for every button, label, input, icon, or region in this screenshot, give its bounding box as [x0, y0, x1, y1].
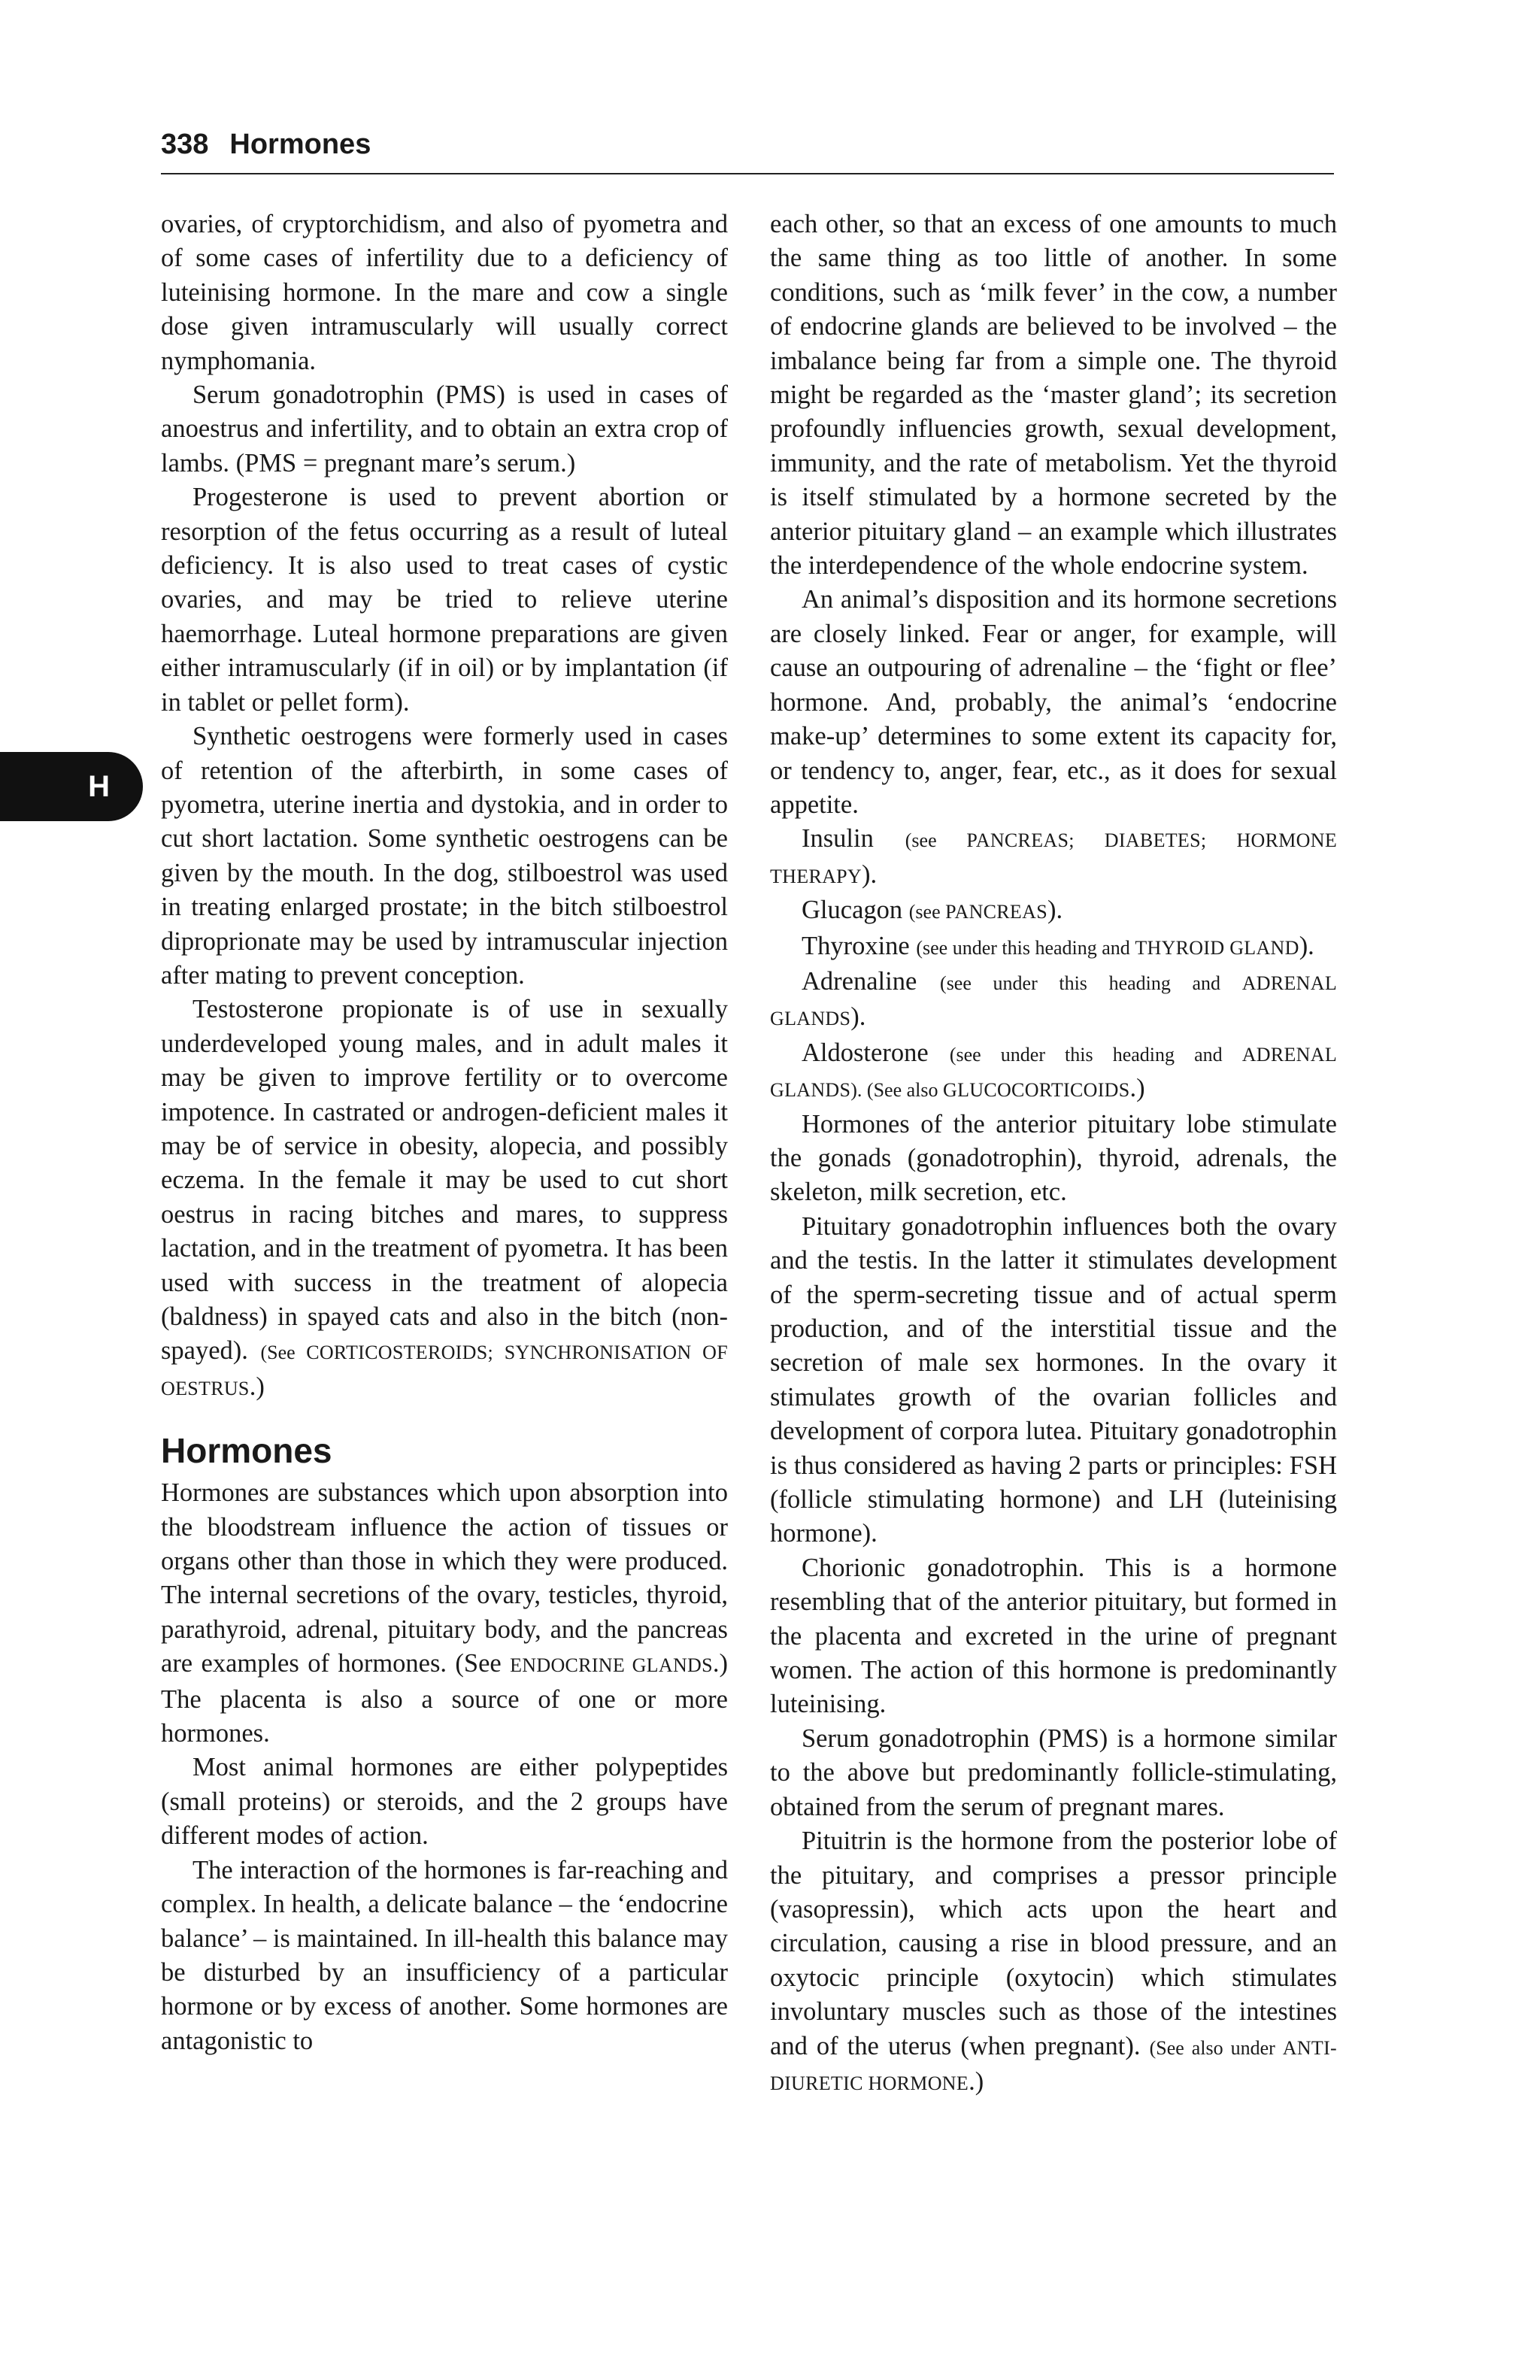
- cross-reference: THYROID GLAND: [1135, 936, 1299, 959]
- section-letter: H: [88, 770, 110, 803]
- see-suffix: .): [1129, 1074, 1145, 1103]
- paragraph: Synthetic oestrogens were formerly used in cases of retention of the afterbirth, in some cases of pyometra, uterine inertia and dystokia, and in order to cut short lactation. Some synthetic oestrogens can be given by the mouth. In the dog, stilboestrol was used in treating enlarged prostate; in the bitch stilboestrol diproprionate may be used by intramuscular injection after mating to prevent conception.: [161, 722, 728, 990]
- cross-reference: PANCREAS; DIABETES; HORMONE THERAPY: [770, 829, 1338, 887]
- paragraph: Most animal hormones are either polypeptides (small proteins) or steroids, and the 2 groups have different modes of action.: [161, 1753, 728, 1851]
- see-suffix: ).: [850, 1002, 866, 1032]
- index-entry-thyroxine: [770, 929, 1337, 965]
- index-term: Glucagon: [802, 896, 903, 925]
- index-entry-adrenaline: [770, 965, 1337, 1036]
- see-prefix: (See: [260, 1342, 307, 1364]
- index-entry-insulin: [770, 822, 1337, 893]
- paragraph-text: Pituitrin is the hormone from the posterior lobe of the pituitary, and comprises a pressor principle (vasopressin), which acts upon the heart and circulation, causing a rise in blood pressure, and an oxytocic principle (oxytocin) which stimulates involuntary muscles such as those of the intestines and of the uterus (when pregnant).: [770, 1827, 1337, 2060]
- index-term: Insulin: [802, 824, 874, 853]
- paragraph-text: Hormones are substances which upon absorption into the bloodstream influence the action of tissues or organs other than those in which they were produced. The internal secretions of the ovary, testicles, thyroid, parathyroid, adrenal, pituitary body, and the pancreas are examples of hormones. (See: [161, 1478, 728, 1678]
- paragraph: Serum gonadotrophin (PMS) is a hormone similar to the above but predominantly follicle-stimulating, obtained from the serum of pregnant mares.: [770, 1724, 1337, 1821]
- index-term: Adrenaline: [802, 966, 917, 996]
- cross-reference: ADRENAL GLANDS: [770, 1043, 1337, 1102]
- paragraph-text: Testosterone propionate is of use in sexually underdeveloped young males, and in adult males it may be given to improve fertility or to overcome impotence. In castrated or androgen-deficient males it may be of service in obesity, alopecia, and possibly eczema. In the female it may be used to cut short oestrus in racing bitches and mares, to suppress lactation, and in the treatment of pyometra. It has been used with success in the treatment of alopecia (baldness) in spayed cats and also in the bitch (non-spayed).: [161, 995, 728, 1366]
- cross-reference: ENDOCRINE GLANDS: [510, 1654, 713, 1677]
- see-suffix: .): [249, 1372, 265, 1401]
- see-prefix: (see: [908, 901, 946, 923]
- paragraph: Hormones of the anterior pituitary lobe stimulate the gonads (gonadotrophin), thyroid, adrenals, the skeleton, milk secretion, etc.: [770, 1109, 1337, 1207]
- index-term: Thyroxine: [802, 931, 910, 960]
- paragraph: [161, 1476, 728, 1751]
- paragraph: [161, 993, 728, 1405]
- right-column: [770, 208, 1337, 2100]
- running-head: [161, 125, 1334, 164]
- paragraph: Serum gonadotrophin (PMS) is used in cases of anoestrus and infertility, and to obtain an extra crop of lambs. (PMS = pregnant mare’s serum.): [161, 380, 728, 478]
- page-number: 338: [161, 129, 209, 160]
- see-suffix: .): [969, 2066, 984, 2096]
- paragraph: Progesterone is used to prevent abortion or resorption of the fetus occurring as a result of luteal deficiency. It is also used to treat cases of cystic ovaries, and may be tried to relieve uterine haemorrhage. Luteal hormone preparations are given either intramuscularly (if in oil) or by implantation (if in tablet or pellet form).: [161, 483, 728, 717]
- see-suffix: ).: [862, 860, 878, 889]
- see-prefix: (see: [905, 829, 967, 852]
- entry-heading: Hormones: [161, 1431, 332, 1471]
- header-rule: [161, 173, 1334, 174]
- cross-reference: CORTICOSTEROIDS; SYNCHRONISATION OF OESTRUS: [161, 1342, 729, 1399]
- cross-reference: ADRENAL GLANDS: [770, 972, 1337, 1030]
- paragraph: Chorionic gonadotrophin. This is a hormone resembling that of the anterior pituitary, but formed in the placenta and excreted in the urine of pregnant women. The action of this hormone is predominantly luteinising.: [770, 1553, 1337, 1719]
- running-title: Hormones: [229, 129, 371, 160]
- cross-reference: GLUCOCORTICOIDS: [943, 1079, 1130, 1102]
- index-term: Aldosterone: [802, 1038, 929, 1067]
- index-entry-aldosterone: [770, 1036, 1337, 1108]
- section-thumb-tab: [0, 752, 143, 821]
- cross-reference: ANTI-DIURETIC HORMONE: [770, 2036, 1338, 2094]
- paragraph: Pituitary gonadotrophin influences both the ovary and the testis. In the latter it stimulates development of the sperm-secreting tissue and of actual sperm production, and of the interstitial tissue and the secretion of male sex hormones. In the ovary it stimulates growth of the ovarian follicles and development of corpora lutea. Pituitary gonadotrophin is thus considered as having 2 parts or principles: FSH (follicle stimulating hormone) and LH (luteinising hormone).: [770, 1211, 1337, 1548]
- see-suffix: ).: [1047, 896, 1063, 925]
- paragraph: An animal’s disposition and its hormone secretions are closely linked. Fear or anger, for example, will cause an outpouring of adrenaline – the ‘fight or flee’ hormone. And, probably, the animal’s ‘endocrine make-up’ determines to some extent its capacity for, or tendency to, anger, fear, etc., as it does for sexual appetite.: [770, 585, 1337, 819]
- paragraph: [770, 1824, 1337, 2100]
- paragraph: each other, so that an excess of one amounts to much the same thing as too little of another. In some conditions, such as ‘milk fever’ in the cow, a number of endocrine glands are believed to be involved – the imbalance being far from a simple one. The thyroid might be regarded as the ‘master gland’; its secretion profoundly influencies growth, sexual development, immunity, and the rate of metabolism. Yet the thyroid is itself stimulated by a hormone secreted by the anterior pituitary gland – an example which illustrates the interdependence of the whole endocrine system.: [770, 210, 1337, 581]
- see-prefix: (see under this heading and: [916, 936, 1135, 959]
- index-entry-glucagon: [770, 893, 1337, 929]
- paragraph: ovaries, of cryptorchidism, and also of pyometra and of some cases of infertility due to a deficiency of luteinising hormone. In the mare and cow a single dose given intramuscularly will usually correct nymphomania.: [161, 210, 728, 375]
- see-suffix: ).: [1299, 931, 1314, 960]
- left-column: [161, 208, 728, 2058]
- paragraph-text: .) The placenta is also a source of one or more hormones.: [161, 1649, 728, 1748]
- see-prefix: (See also under: [1149, 2036, 1283, 2059]
- see-prefix: (see under this heading and: [949, 1043, 1242, 1066]
- see-prefix: (see under this heading and: [940, 972, 1242, 994]
- paragraph: The interaction of the hormones is far-reaching and complex. In health, a delicate balance – the ‘endocrine balance’ – is maintained. In ill-health this balance may be disturbed by an insufficiency of a particular hormone or by excess of another. Some hormones are antagonistic to: [161, 1855, 728, 2055]
- cross-reference: PANCREAS: [945, 901, 1047, 923]
- see-also-prefix: ). (See also: [850, 1079, 943, 1102]
